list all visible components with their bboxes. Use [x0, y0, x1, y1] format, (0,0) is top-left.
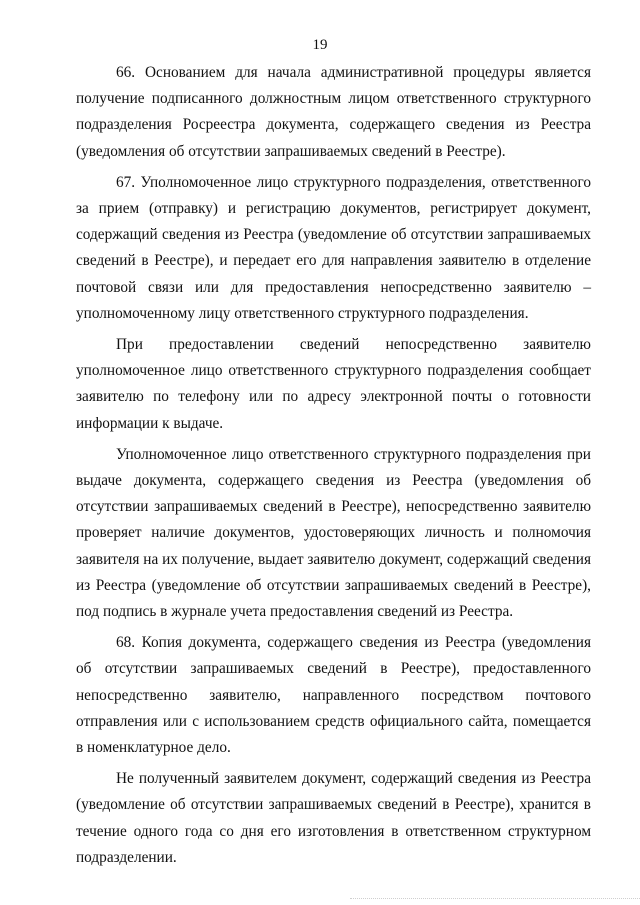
paragraph-issuance: Уполномоченное лицо ответственного структурного подразделения при выдаче документа, содержащего сведения из Реестра (уведомления об отсутствии запрашиваемых сведений в Реестре), непосредственно заявителю проверяет наличие документов, удостоверяющих личность и полномочия заявителя на их получение, выдает заявителю документ, содержащий сведения из Реестра (уведомление об отсутствии запрашиваемых сведений в Реестре), под подпись в журнале учета предоставления сведений из Реестра. [76, 445, 591, 621]
paragraph-67: 67. Уполномоченное лицо структурного подразделения, ответственного за прием (отправку) и регистрацию документов, регистрирует документ, содержащий сведения из Реестра (уведомление об отсутствии запрашиваемых сведений в Реестре), и передает его для направления заявителю в отделение почтовой связи или для предоставления непосредственно заявителю – уполномоченному лицу ответственного структурного подразделения. [76, 173, 591, 322]
page-number: 19 [312, 37, 328, 53]
paragraph-66: 66. Основанием для начала административной процедуры является получение подписанного должностным лицом ответственного структурного подразделения Росреестра документа, содержащего сведения из Реестра (уведомления об отсутствии запрашиваемых сведений в Реестре). [76, 64, 591, 160]
paragraph-notification: При предоставлении сведений непосредственно заявителю уполномоченное лицо ответственного структурного подразделения сообщает заявителю по телефону или по адресу электронной почты о готовности информации к выдаче. [76, 336, 591, 432]
scan-edge-mark [350, 898, 640, 901]
document-body [76, 60, 591, 876]
paragraph-68: 68. Копия документа, содержащего сведения из Реестра (уведомления об отсутствии запрашиваемых сведений в Реестре), предоставленного непосредственно заявителю, направленного посредством почтового отправления или с использованием средств официального сайта, помещается в номенклатурное дело. [76, 634, 591, 757]
paragraph-storage: Не полученный заявителем документ, содержащий сведения из Реестра (уведомление об отсутствии запрашиваемых сведений в Реестре), хранится в течение одного года со дня его изготовления в ответственном структурном подразделении. [76, 770, 591, 866]
